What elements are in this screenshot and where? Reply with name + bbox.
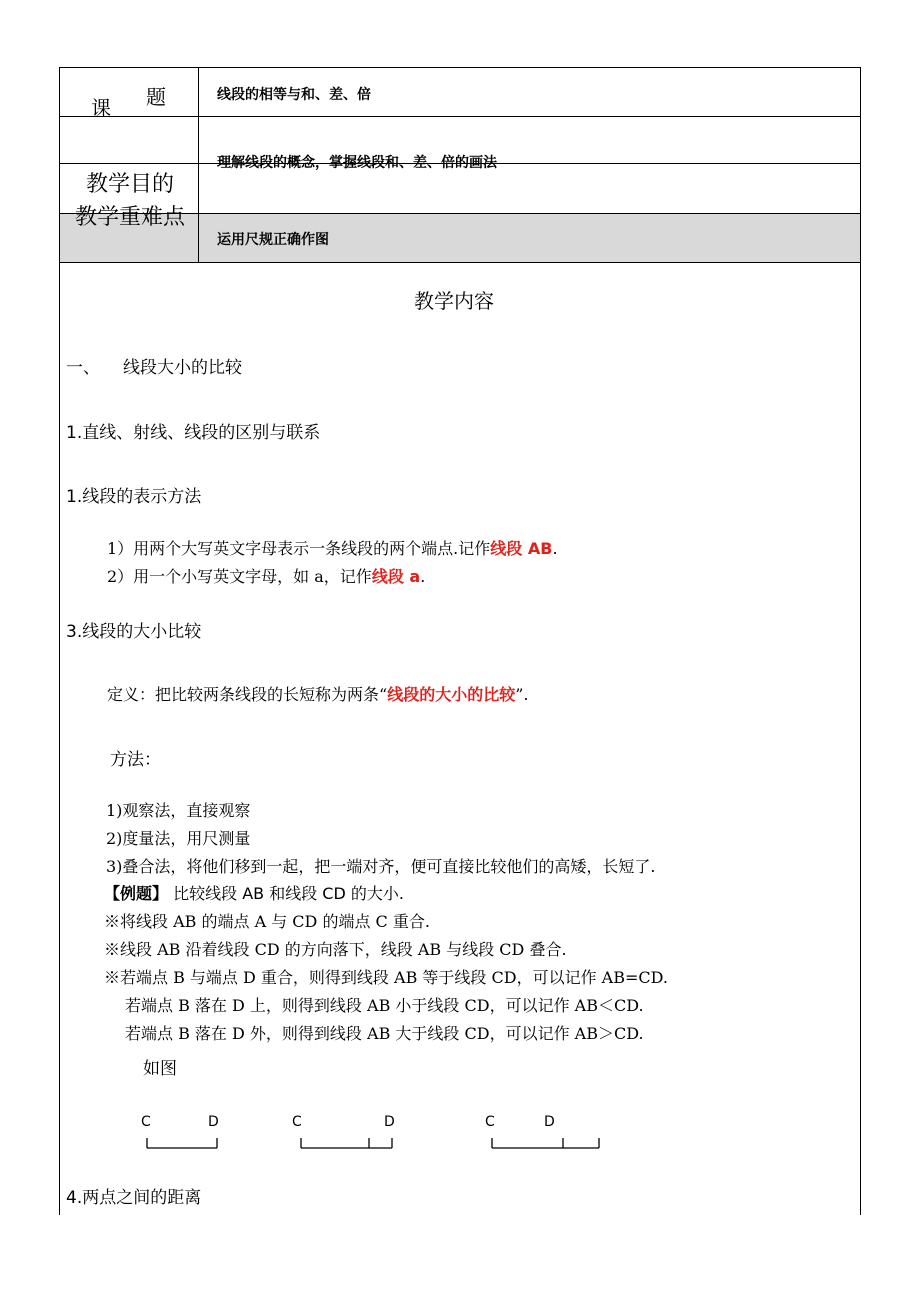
label-cell-divider <box>59 163 198 164</box>
diagram-2-segment <box>301 1138 392 1148</box>
method-3: 3)叠合法，将他们移到一起，把一端对齐，便可直接比较他们的高矮，长短了. <box>106 857 656 876</box>
item-4: 4.两点之间的距离 <box>66 1188 202 1208</box>
case-2: 若端点 B 落在 D 外，则得到线段 AB 大于线段 CD，可以记作 AB＞CD. <box>125 1024 644 1043</box>
difficulty-label: 教学重难点 <box>75 205 186 230</box>
diagram-1-label-c: C <box>141 1114 151 1130</box>
content-title: 教学内容 <box>414 289 494 313</box>
table-right-border <box>860 67 861 1215</box>
representation-1-text: 1）用两个大写英文字母表示一条线段的两个端点.记作 <box>107 539 491 558</box>
case-1: 若端点 B 落在 D 上，则得到线段 AB 小于线段 CD，可以记作 AB＜CD. <box>125 996 644 1015</box>
diagram-2-label-c: C <box>292 1114 302 1130</box>
diagram-3-label-d: D <box>544 1114 555 1130</box>
item-2: 1.线段的表示方法 <box>66 487 202 507</box>
diagram-3-label-c: C <box>485 1114 495 1130</box>
step-2: ※线段 AB 沿着线段 CD 的方向落下，线段 AB 与线段 CD 叠合. <box>104 940 567 959</box>
row-divider-4 <box>59 262 861 263</box>
representation-2 <box>107 564 425 587</box>
definition-prefix: 定义：把比较两条线段的长短称为两条“ <box>107 685 388 704</box>
diagram-3-segment <box>492 1138 599 1148</box>
item-1: 1.直线、射线、线段的区别与联系 <box>66 423 321 443</box>
figure-label: 如图 <box>143 1059 177 1079</box>
representation-1-highlight: 线段 AB <box>490 539 553 558</box>
topic-value: 线段的相等与和、差、倍 <box>217 87 371 103</box>
table-left-border <box>59 67 60 1215</box>
example-text: 比较线段 AB 和线段 CD 的大小. <box>168 884 404 903</box>
example-tag: 【例题】 <box>104 884 169 903</box>
step-1: ※将线段 AB 的端点 A 与 CD 的端点 C 重合. <box>104 912 430 931</box>
goal-label: 教学目的 <box>86 172 175 197</box>
representation-1-end: . <box>552 539 558 558</box>
difficulty-value: 运用尺规正确作图 <box>217 232 329 248</box>
diagram-1-label-d: D <box>208 1114 219 1130</box>
method-2: 2)度量法，用尺测量 <box>106 829 251 848</box>
table-top-border <box>59 67 861 68</box>
representation-2-highlight: 线段 a <box>371 567 421 586</box>
row-divider-1 <box>59 116 861 117</box>
definition <box>107 682 528 705</box>
section-title: 线段大小的比较 <box>123 358 242 378</box>
topic-label-2: 题 <box>146 85 166 109</box>
diagram-1-segment <box>147 1138 217 1148</box>
method-label: 方法： <box>110 750 161 770</box>
section-number: 一、 <box>66 358 100 378</box>
goal-value: 理解线段的概念，掌握线段和、差、倍的画法 <box>217 155 497 171</box>
representation-2-text: 2）用一个小写英文字母，如 a，记作 <box>107 567 372 586</box>
diagram-2-label-d: D <box>384 1114 395 1130</box>
label-column-divider <box>198 67 199 262</box>
definition-highlight: 线段的大小的比较 <box>387 685 516 704</box>
topic-label-1: 课 <box>91 96 111 120</box>
item-3: 3.线段的大小比较 <box>66 622 202 642</box>
example <box>104 881 404 904</box>
representation-1 <box>107 536 558 559</box>
step-3: ※若端点 B 与端点 D 重合，则得到线段 AB 等于线段 CD，可以记作 AB=CD. <box>104 968 668 987</box>
representation-2-end: . <box>420 567 426 586</box>
method-1: 1)观察法，直接观察 <box>106 801 251 820</box>
definition-suffix: ”. <box>515 685 529 704</box>
